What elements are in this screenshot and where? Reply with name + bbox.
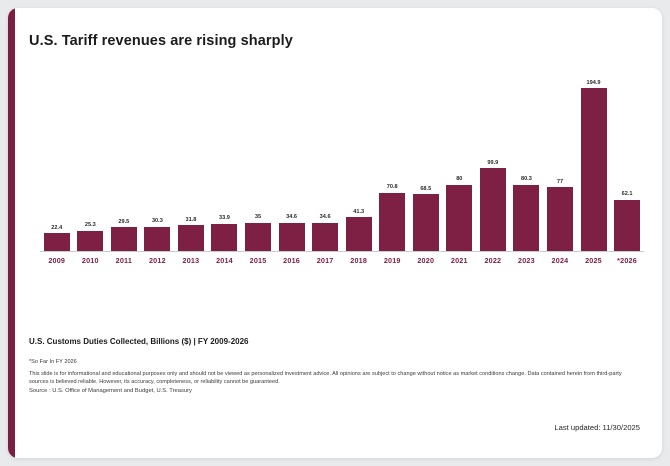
bar <box>211 224 237 252</box>
bar <box>178 225 204 252</box>
chart-caption: U.S. Customs Duties Collected, Billions ($) | FY 2009-2026 <box>29 337 249 346</box>
bar-value-label: 99.9 <box>487 159 499 166</box>
bar-group <box>443 70 477 252</box>
bar <box>144 227 170 252</box>
x-tick-label: 2015 <box>249 256 267 265</box>
bar <box>547 187 573 252</box>
x-tick-label: 2010 <box>81 256 99 265</box>
bar-value-label: 41.3 <box>353 208 365 215</box>
source-text: Source : U.S. Office of Management and Budget, U.S. Treasury <box>29 387 192 394</box>
bar <box>44 233 70 252</box>
bar-value-label: 80 <box>456 176 463 183</box>
bar <box>279 223 305 252</box>
bar-value-label: 34.6 <box>286 214 298 221</box>
last-updated-label: Last updated: 11/30/2025 <box>554 423 640 432</box>
bar <box>413 194 439 252</box>
x-tick-label: 2022 <box>484 256 502 265</box>
bar-group <box>275 70 309 252</box>
x-tick-label: 2013 <box>182 256 200 265</box>
bar-value-label: 194.9 <box>586 79 601 86</box>
bar <box>111 227 137 252</box>
x-tick-label: 2024 <box>551 256 569 265</box>
bar <box>346 217 372 252</box>
bar <box>245 223 271 252</box>
bar-chart <box>40 70 644 275</box>
bar-value-label: 30.3 <box>151 218 163 225</box>
x-tick-label: 2025 <box>585 256 602 265</box>
bar-value-label: 35 <box>254 214 262 221</box>
page-title: U.S. Tariff revenues are rising sharply <box>29 33 293 49</box>
bar-group <box>107 70 141 252</box>
bar-series <box>40 70 644 252</box>
bar-group <box>208 70 242 252</box>
bar-group <box>40 70 74 252</box>
accent-bar <box>8 8 15 458</box>
x-tick-label: 2014 <box>216 256 233 265</box>
bar-group <box>610 70 644 252</box>
bar <box>614 200 640 252</box>
x-tick-label: *2026 <box>617 256 637 265</box>
bar <box>312 223 338 252</box>
bar-value-label: 70.8 <box>386 184 398 191</box>
bar-group <box>174 70 208 252</box>
bar <box>480 168 506 252</box>
bar-value-label: 33.9 <box>219 215 230 222</box>
slide-card <box>8 8 662 458</box>
bar-value-label: 34.6 <box>319 214 331 221</box>
bar <box>513 185 539 252</box>
x-tick-label: 2020 <box>417 256 435 265</box>
x-tick-label: 2019 <box>383 256 401 265</box>
bar-group <box>74 70 108 252</box>
bar-group <box>241 70 275 252</box>
x-tick-label: 2023 <box>518 256 535 265</box>
bar-group <box>543 70 577 252</box>
bar-value-label: 80.3 <box>520 176 532 183</box>
bar <box>446 185 472 252</box>
bar-group <box>510 70 544 252</box>
x-tick-label: 2012 <box>148 256 166 265</box>
x-axis-tick-labels <box>40 256 644 265</box>
bar <box>581 88 607 252</box>
bar-group <box>409 70 443 252</box>
footnote-block <box>29 358 629 396</box>
x-tick-label: 2011 <box>115 256 133 265</box>
bar-value-label: 22.4 <box>51 224 63 231</box>
bar-value-label: 77 <box>556 178 564 185</box>
bar-group <box>375 70 409 252</box>
bar-value-label: 29.5 <box>118 218 130 225</box>
footnote-star: *So Far In FY 2026 <box>29 359 77 365</box>
chart-plot-area <box>40 70 644 252</box>
bar-group <box>308 70 342 252</box>
x-tick-label: 2017 <box>316 256 334 265</box>
x-tick-label: 2009 <box>48 256 66 265</box>
bar-value-label: 25.3 <box>84 222 96 229</box>
bar-group <box>141 70 175 252</box>
bar-group <box>342 70 376 252</box>
bar <box>77 231 103 252</box>
bar-value-label: 31.8 <box>185 216 197 223</box>
bar-group <box>577 70 611 252</box>
x-tick-label: 2021 <box>450 256 468 265</box>
x-tick-label: 2018 <box>350 256 368 265</box>
bar <box>379 193 405 252</box>
x-tick-label: 2016 <box>283 256 300 265</box>
bar-value-label: 68.5 <box>420 185 432 192</box>
bar-value-label: 62.1 <box>621 191 633 198</box>
x-axis-line <box>40 251 644 252</box>
bar-group <box>476 70 510 252</box>
disclaimer-text: This slide is for informational and educational purposes only and should not be viewed as personalized investment advice. All opinions are subject to change without notice as market conditions change. Data contained herein from third-party sources is believed reliable. However, its accuracy, completeness, or reliability cannot be guaranteed. <box>29 370 622 386</box>
